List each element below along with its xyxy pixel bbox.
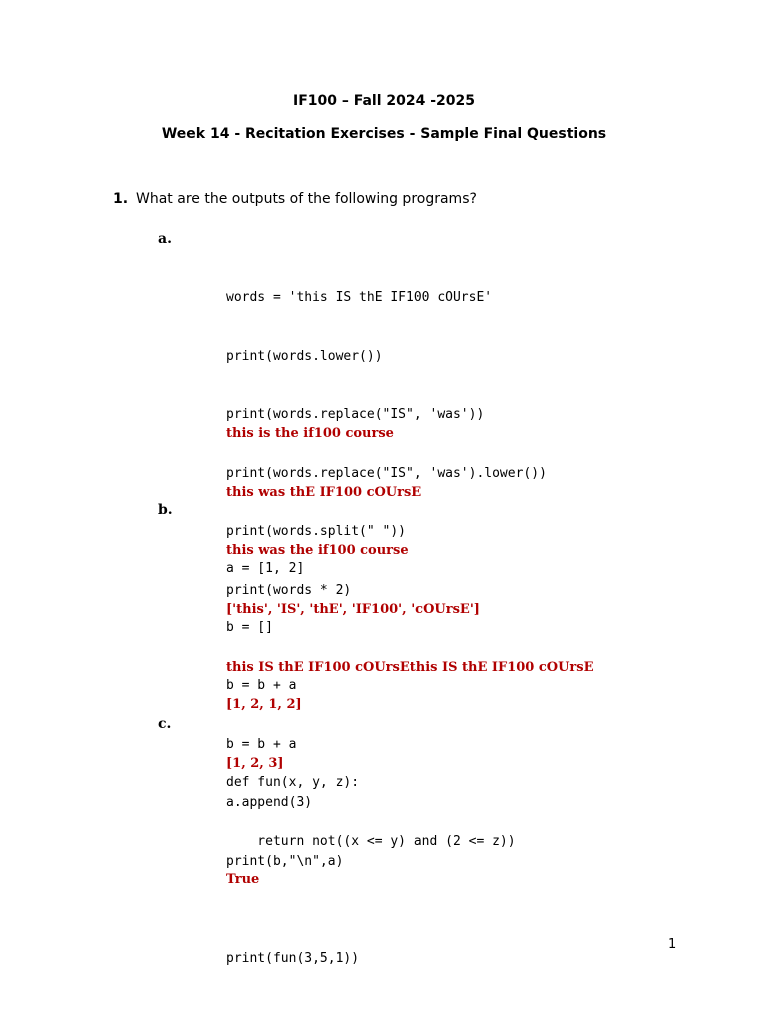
part-c-output-block [226, 831, 259, 929]
code-line: print(words * 2) [226, 582, 352, 598]
output-line: [1, 2, 3] [226, 755, 284, 771]
question-number: 1. [113, 191, 129, 207]
code-line: print(words.lower()) [226, 348, 383, 364]
code-line: return not((x <= y) and (2 <= z)) [226, 833, 516, 849]
code-line: b = [] [226, 619, 273, 635]
output-line: [1, 2, 1, 2] [226, 697, 302, 712]
code-line: def fun(x, y, z): [226, 775, 360, 790]
output-line: this is the if100 course [226, 426, 394, 441]
code-line [226, 890, 516, 910]
output-line: this IS thE IF100 cOUrsEthis IS thE IF100 cOUrsE [226, 660, 594, 675]
part-c-label: c. [158, 716, 172, 732]
page-number: 1 [668, 937, 677, 952]
code-line: a.append(3) [226, 795, 313, 810]
code-line: b = b + a [226, 736, 297, 752]
code-line: print(fun(3,5,1)) [226, 950, 360, 966]
output-line: this was thE IF100 cOUrsE [226, 484, 422, 500]
document-subtitle: Week 14 - Recitation Exercises - Sample Final Questions [161, 126, 607, 142]
code-line: b = b + a [226, 678, 297, 693]
document-title: IF100 – Fall 2024 -2025 [292, 93, 476, 109]
code-line: print(words.split(" ")) [226, 524, 407, 539]
output-line: True [226, 872, 260, 887]
code-line: a = [1, 2] [226, 561, 305, 576]
code-line: words = 'this IS thE IF100 cOUrsE' [226, 290, 493, 305]
code-line: print(words.replace("IS", 'was').lower()) [226, 465, 547, 481]
output-line: this was the if100 course [226, 543, 409, 558]
part-b-label: b. [158, 502, 173, 518]
code-line: print(words.replace("IS", 'was')) [226, 407, 485, 422]
part-a-label: a. [158, 231, 172, 247]
question-text: What are the outputs of the following programs? [136, 191, 477, 207]
part-c-code-block [226, 734, 516, 1007]
code-line: print(b,"\n",a) [226, 853, 344, 869]
output-line: ['this', 'IS', 'thE', 'IF100', 'cOUrsE'] [226, 601, 480, 617]
